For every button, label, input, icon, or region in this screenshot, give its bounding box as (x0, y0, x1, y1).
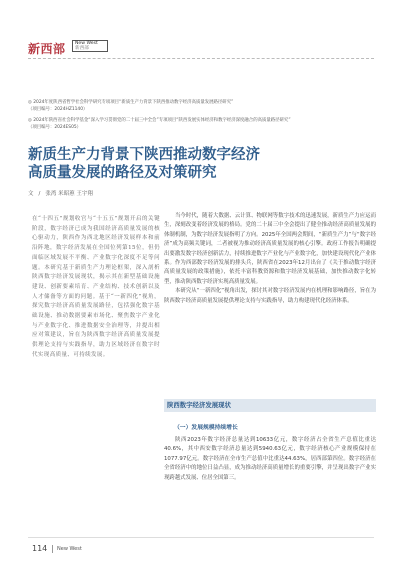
footer-separator (52, 545, 53, 553)
magazine-badge (72, 40, 108, 52)
section-heading: 陕西数字经济发展现状 (164, 399, 376, 412)
footer-divider (28, 537, 374, 538)
badge-line-2: 新西部 (75, 46, 89, 51)
article-title-line-2: 高质量发展的路径及对策研究 (28, 164, 217, 181)
page-number: 114 (32, 544, 48, 553)
magazine-logo: 新西部 (28, 42, 66, 56)
article-title-line-1: 新质生产力背景下陕西推动数字经济 (28, 146, 260, 163)
author-name: 张湾 (45, 191, 57, 197)
footer-magazine-name: New West (57, 546, 82, 552)
body-paragraph: 当今时代，随着大数据、云计算、物联网等数字技术的迅速发展，新质生产力应运而生，深刻改变着经济发展的格局。党的二十届三中全会提出了健全推动经济高质量发展的体制机制，为数字经济发展指明了方向。2025年全国两会期间，“新质生产力”与“数字经济”成为高频关键词，二者被视为推动经济高质量发展的核心引擎。政府工作报告明确提出要激发数字经济创新活力，持续推进数字产业化与产业数字化，加快建设现代化产业体系。作为西部数字经济发展的排头兵，陕西省在2023年12月出台了《关于推动数字经济高质量发展的政策措施》，依托丰富科教资源和数字经济发展基础，加快推动数字化转型，推动陕西数字经济实现高质量发展。 (164, 213, 376, 285)
body-text (164, 212, 376, 306)
article-abstract: 在“十四五”规划收官与“十五五”规划开启的关键阶段，数字经济已成为我国经济高质量发展的核心驱动力，陕西作为西北地区经济发展样本和前沿阵地，数字经济发展在全国位列第15位，但仍面临区域发展不平衡、产业数字化深度不足等问题。本研究基于新质生产力理论框架，深入剖析陕西数字经济发展现状，揭示其在新型基础设施建设、创新要素培育、产业结构、技术创新以及人才储备等方面的问题。基于“一新四化”视角，探究数字经济高质量发展路径，包括强化数字基础设施、推动数据要素市场化、聚焦数字产业化与产业数字化、推进数据安全治理等，并提出相应对策建议，旨在为陕西数字经济高质量发展提供理论支持与实践指导，助力区域经济在数字时代实现高质量、可持续发展。 (32, 216, 160, 358)
author-line: 文 / 张湾 米昭蕙 王宇翔 (28, 191, 93, 197)
header-divider (28, 58, 374, 59)
funding-note-1: ◎ 2024年度陕西省哲学社会科学研究专项项目“新质生产力背景下陕西推动数字经济高质量发展路径研究” (28, 100, 234, 105)
body-text-continued (164, 436, 376, 483)
subsection-heading: （一）发展规模持续增长 (174, 425, 238, 431)
author-name: 米昭蕙 (58, 191, 75, 197)
funding-note-1-id: （项目编号：2024HZ1140） (28, 107, 88, 112)
body-paragraph: 本研究从“一新四化”视角出发，探讨其对数字经济发展内在机理和影响路径，旨在为陕西数字经济高质量发展提供理论支持与实践指导，助力构建现代化经济体系。 (164, 288, 376, 304)
funding-note-2: ◎ 2024年陕西省社会科学基金“深入学习贯彻党的二十届三中全会”专项项目“陕西发展实体经济和数字经济深度融合的高质量路径研究” (28, 118, 291, 123)
body-paragraph: 陕西2023年数字经济总量达到10633亿元，数字经济占全省生产总值比重达40.6%，其中西安数字经济总量达到5940.63亿元，数字经济核心产业规模保持在1077.97亿元。数字经济在全市生产总值中比重达44.63%，居西部第四位。数字经济在全省经济中的地位日益凸显，成为推动经济高质量增长的重要引擎，并呈现出数字产业实现跨越式发展、位居全国第三。 (164, 437, 376, 481)
author-name: 王宇翔 (76, 191, 93, 197)
author-prefix: 文 (28, 191, 34, 197)
badge-line-1: New West (75, 41, 98, 46)
funding-note-2-id: （项目编号：2024ES05） (28, 125, 82, 130)
